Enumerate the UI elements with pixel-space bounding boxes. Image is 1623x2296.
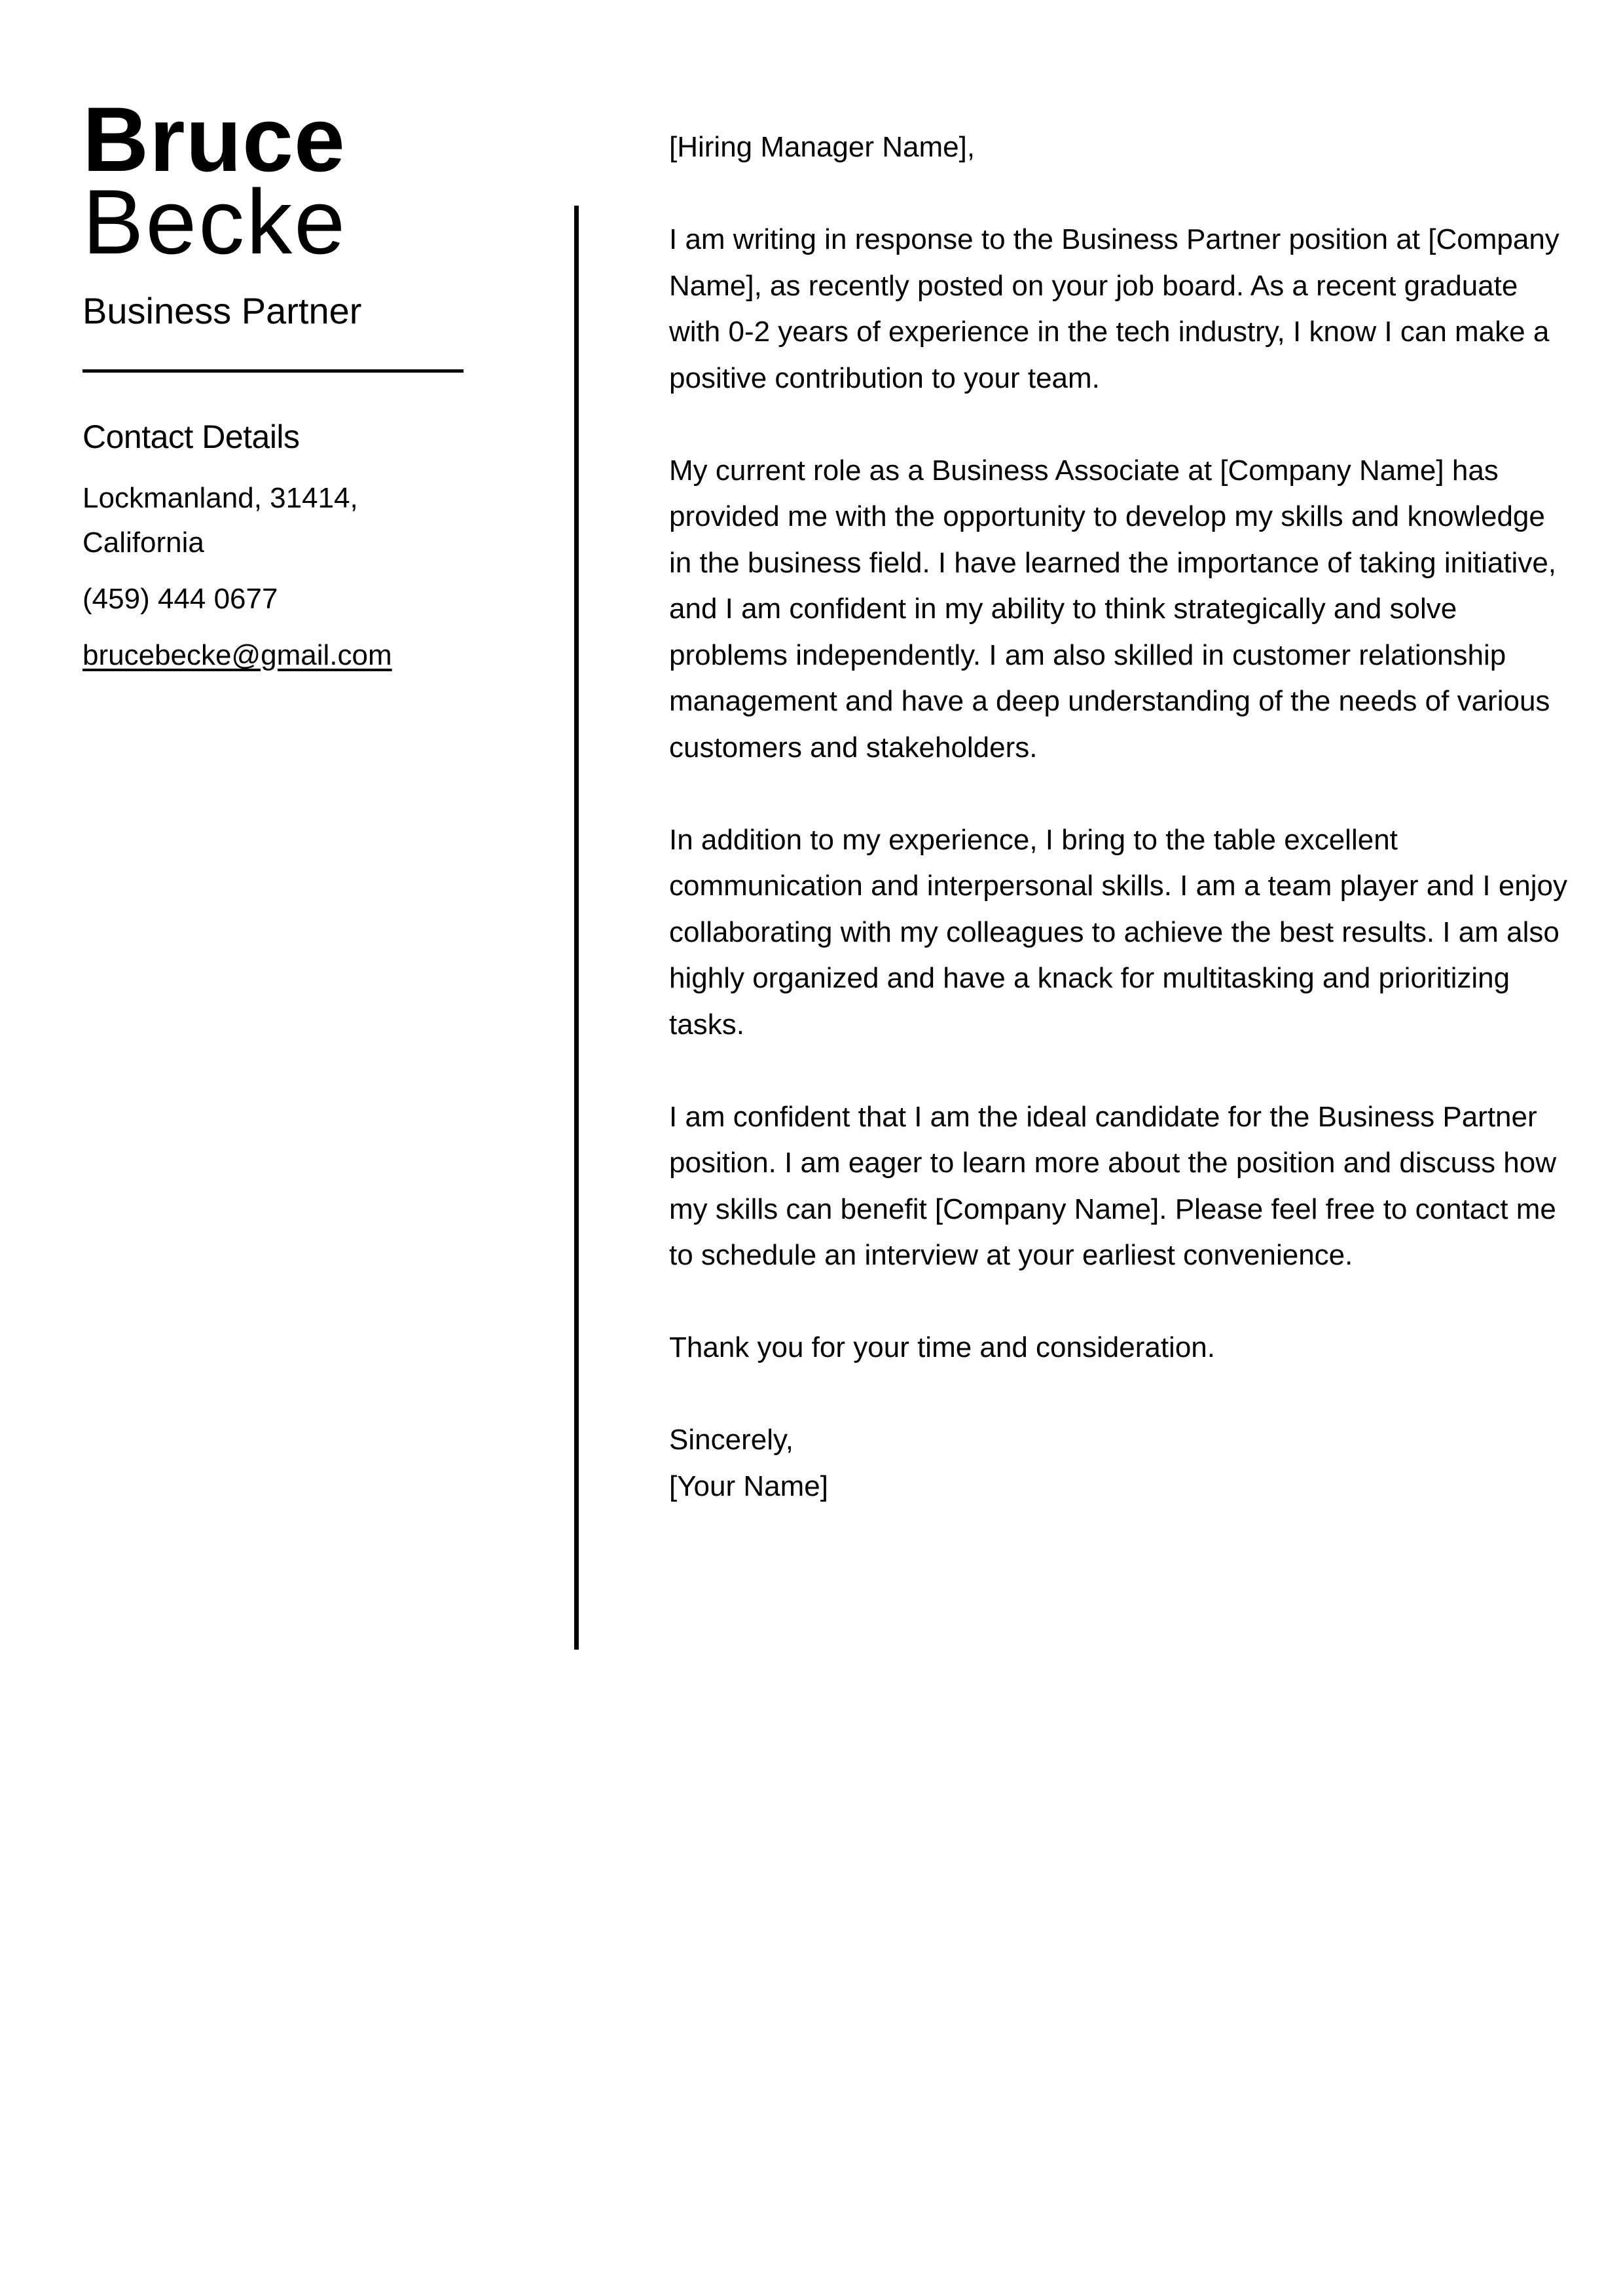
- letter-closing-block: [669, 1417, 1573, 1509]
- contact-email-link[interactable]: brucebecke@gmail.com: [82, 639, 392, 671]
- column-divider: [574, 206, 579, 1650]
- letter-paragraph: My current role as a Business Associate at [Company Name] has provided me with the opportunity to develop my skills and knowledge in the business field. I have learned the importance of taking initiative, and I am confident in my ability to think strategically and solve problems independently. I am also skilled in customer relationship management and have a deep understanding of the needs of various customers and stakeholders.: [669, 454, 1557, 764]
- contact-phone: (459) 444 0677: [82, 583, 278, 615]
- letter-paragraph: I am writing in response to the Business Partner position at [Company Name], as recently posted on your job board. As a recent graduate with 0-2 years of experience in the tech industry, I know I can make a positive contribution to your team.: [669, 223, 1559, 394]
- letter-body: [669, 124, 1573, 1509]
- first-name: Bruce: [82, 88, 346, 191]
- header-divider: [82, 369, 464, 373]
- letter-closing: Sincerely,: [669, 1424, 793, 1456]
- contact-address: Lockmanland, 31414, California: [82, 482, 358, 559]
- letter-paragraph: I am confident that I am the ideal candidate for the Business Partner position. I am eager to learn more about the position and discuss how my skills can benefit [Company Name]. Please feel free to contact me to schedule an interview at your earliest convenience.: [669, 1100, 1557, 1271]
- letter-salutation: [Hiring Manager Name],: [669, 131, 976, 163]
- sidebar: [82, 88, 501, 678]
- last-name: Becke: [82, 170, 348, 273]
- letter-paragraph: In addition to my experience, I bring to the table excellent communication and interpersonal skills. I am a team player and I enjoy collaborating with my colleagues to achieve the best results. I am also highly organized and have a knack for multitasking and prioritizing tasks.: [669, 823, 1568, 1041]
- job-title: Business Partner: [82, 290, 362, 331]
- letter-signature: [Your Name]: [669, 1470, 828, 1502]
- contact-details-heading: Contact Details: [82, 418, 300, 455]
- letter-paragraph: Thank you for your time and consideration.: [669, 1331, 1216, 1363]
